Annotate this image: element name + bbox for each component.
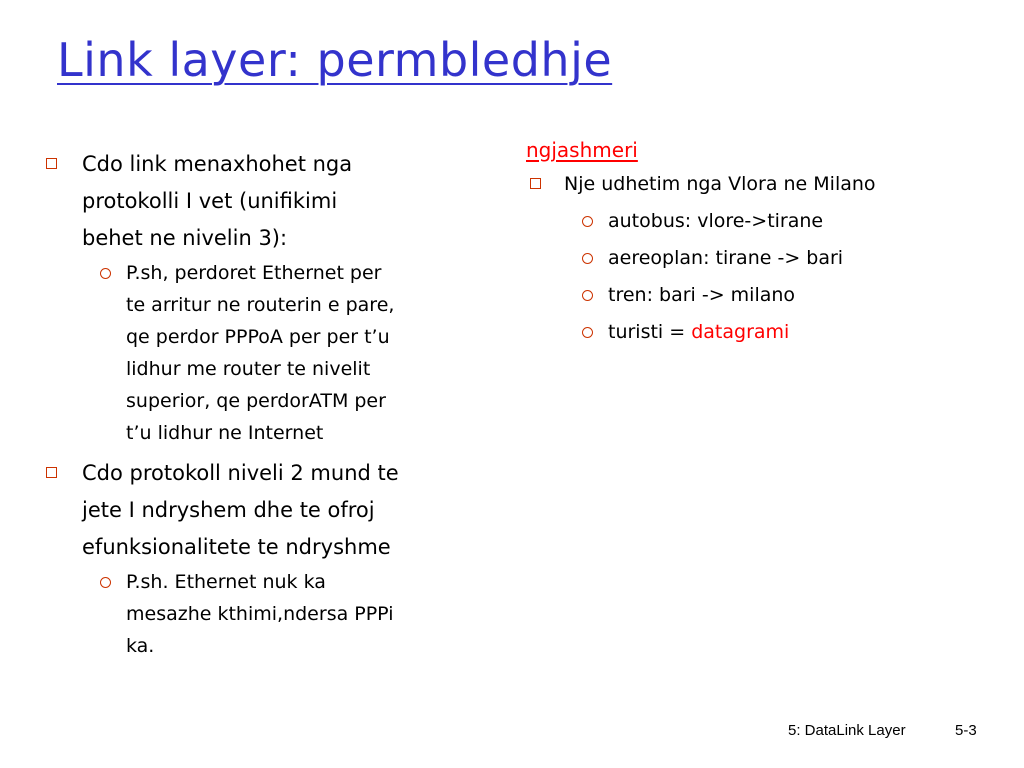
- sub-bullet-item: [42, 566, 502, 662]
- sub-bullet-item: [526, 203, 1016, 240]
- sub-bullet-line: qe perdor PPPoA per per t’u: [126, 326, 390, 348]
- sub-bullet-line: superior, qe perdorATM per: [126, 390, 386, 412]
- footer-chapter: 5: DataLink Layer: [788, 722, 906, 739]
- sub-bullet-text: turisti =: [608, 321, 692, 343]
- footer-page-number: 5-3: [955, 722, 977, 739]
- bullet-text: Nje udhetim nga Vlora ne Milano: [564, 173, 876, 195]
- sub-bullet-line: P.sh, perdoret Ethernet per: [126, 262, 382, 284]
- bullet-item: [42, 455, 502, 566]
- left-column: [42, 146, 502, 662]
- bullet-line: protokolli I vet (unifikimi: [82, 189, 338, 213]
- circle-bullet-icon: [582, 216, 593, 227]
- circle-bullet-icon: [582, 290, 593, 301]
- sub-bullet-item: [42, 257, 502, 449]
- sub-bullet-line: mesazhe kthimi,ndersa PPPi: [126, 603, 394, 625]
- bullet-line: Cdo protokoll niveli 2 mund te: [82, 461, 399, 485]
- sub-bullet-line: te arritur ne routerin e pare,: [126, 294, 395, 316]
- bullet-line: efunksionalitete te ndryshme: [82, 535, 391, 559]
- square-bullet-icon: [46, 158, 57, 169]
- slide-title: Link layer: permbledhje: [57, 33, 613, 87]
- square-bullet-icon: [530, 178, 541, 189]
- sub-bullet-text: tren: bari -> milano: [608, 284, 796, 306]
- sub-bullet-item: [526, 314, 1016, 351]
- sub-bullet-text: autobus: vlore->tirane: [608, 210, 824, 232]
- circle-bullet-icon: [582, 253, 593, 264]
- sub-bullet-line: P.sh. Ethernet nuk ka: [126, 571, 326, 593]
- sub-bullet-line: ka.: [126, 635, 155, 657]
- sub-bullet-item: [526, 277, 1016, 314]
- analogy-heading: ngjashmeri: [526, 138, 638, 162]
- highlighted-term: datagrami: [691, 321, 790, 343]
- sub-bullet-item: [526, 240, 1016, 277]
- sub-bullet-line: lidhur me router te nivelit: [126, 358, 371, 380]
- circle-bullet-icon: [100, 268, 111, 279]
- bullet-item: [42, 146, 502, 257]
- circle-bullet-icon: [582, 327, 593, 338]
- bullet-line: Cdo link menaxhohet nga: [82, 152, 353, 176]
- bullet-line: jete I ndryshem dhe te ofroj: [82, 498, 375, 522]
- sub-bullet-line: t’u lidhur ne Internet: [126, 422, 324, 444]
- sub-bullet-text: aereoplan: tirane -> bari: [608, 247, 844, 269]
- bullet-item: [526, 166, 1016, 203]
- right-column: [526, 134, 1016, 351]
- square-bullet-icon: [46, 467, 57, 478]
- circle-bullet-icon: [100, 577, 111, 588]
- bullet-line: behet ne nivelin 3):: [82, 226, 288, 250]
